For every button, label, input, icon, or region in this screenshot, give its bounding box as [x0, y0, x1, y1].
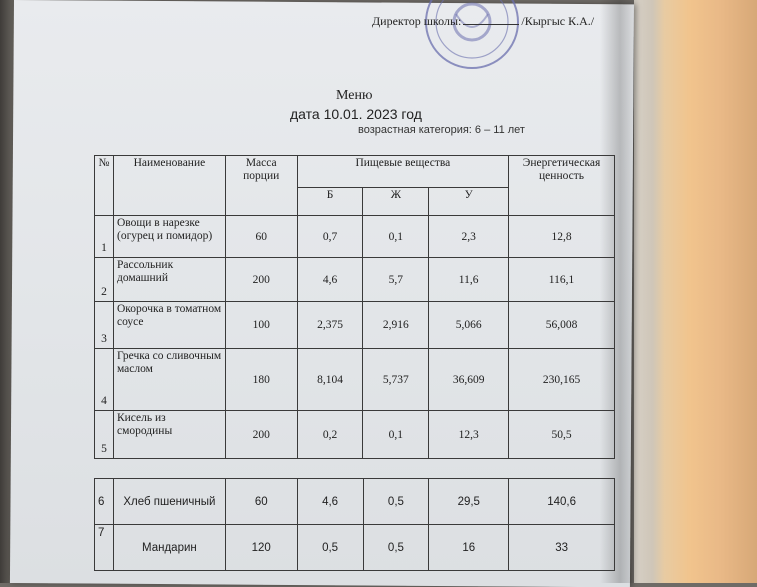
row-name: Кисель из смородины: [113, 411, 225, 459]
menu-date: дата 10.01. 2023 год: [290, 106, 422, 122]
col-nutrients-header: Пищевые вещества: [297, 156, 508, 188]
table-row: [95, 479, 615, 525]
school-seal-stamp: [416, 0, 528, 70]
row-energy: 230,165: [509, 349, 615, 411]
row-num: 1: [95, 216, 114, 258]
row-num: 4: [95, 349, 114, 411]
table-row: [95, 411, 615, 459]
col-name-header: Наименование: [113, 156, 225, 216]
table-row: [95, 349, 615, 411]
row-energy: 33: [509, 525, 615, 571]
col-energy-header: Энергетическая ценность: [509, 156, 615, 216]
row-energy: 50,5: [509, 411, 615, 459]
row-name: Хлеб пшеничный: [113, 479, 225, 525]
table-row: [95, 216, 615, 258]
row-zh: 0,1: [363, 216, 429, 258]
age-category: возрастная категория: 6 – 11 лет: [358, 124, 525, 136]
row-mass: 200: [225, 411, 297, 459]
row-zh: 0,5: [363, 479, 429, 525]
row-u: 36,609: [429, 349, 509, 411]
row-mass: 180: [225, 349, 297, 411]
row-name: Окорочка в томатном соусе: [113, 302, 225, 349]
row-name: Овощи в нарезке (огурец и помидор): [113, 216, 225, 258]
row-b: 0,2: [297, 411, 363, 459]
table-row: [95, 525, 615, 571]
row-u: 11,6: [429, 258, 509, 302]
row-mass: 200: [225, 258, 297, 302]
table-row: [95, 258, 615, 302]
row-u: 5,066: [429, 302, 509, 349]
row-name: Мандарин: [113, 525, 225, 571]
row-energy: 140,6: [509, 479, 615, 525]
table-row: [95, 302, 615, 349]
orange-folder: [634, 0, 757, 583]
row-zh: 2,916: [363, 302, 429, 349]
row-mass: 100: [225, 302, 297, 349]
row-mass: 60: [225, 479, 297, 525]
menu-table-continued: [94, 478, 615, 571]
row-zh: 0,1: [363, 411, 429, 459]
col-zh-header: Ж: [363, 188, 429, 216]
row-b: 4,6: [297, 258, 363, 302]
director-name: /Кыргыс К.А./: [521, 14, 595, 28]
row-b: 0,5: [297, 525, 363, 571]
col-mass-header: Масса порции: [225, 156, 297, 216]
row-u: 2,3: [429, 216, 509, 258]
row-zh: 0,5: [363, 525, 429, 571]
row-zh: 5,7: [363, 258, 429, 302]
row-mass: 120: [225, 525, 297, 571]
row-b: 2,375: [297, 302, 363, 349]
row-energy: 116,1: [509, 258, 615, 302]
row-b: 8,104: [297, 349, 363, 411]
row-zh: 5,737: [363, 349, 429, 411]
menu-table: [94, 155, 615, 459]
col-b-header: Б: [297, 188, 363, 216]
row-energy: 12,8: [509, 216, 615, 258]
director-signature-line: [372, 14, 594, 29]
director-label: Директор школы:: [372, 14, 462, 28]
col-u-header: У: [429, 188, 509, 216]
row-b: 0,7: [297, 216, 363, 258]
row-name: Гречка со сливочным маслом: [113, 349, 225, 411]
row-u: 12,3: [429, 411, 509, 459]
row-energy: 56,008: [509, 302, 615, 349]
row-u: 16: [429, 525, 509, 571]
row-num: 3: [95, 302, 114, 349]
row-num: 2: [95, 258, 114, 302]
row-name: Рассольник домашний: [113, 258, 225, 302]
page-title: Меню: [336, 88, 373, 103]
row-num: 7: [95, 525, 114, 571]
col-num-header: №: [95, 156, 114, 216]
row-mass: 60: [225, 216, 297, 258]
signature-blank: [463, 24, 519, 25]
row-num: 5: [95, 411, 114, 459]
row-b: 4,6: [297, 479, 363, 525]
row-num: 6: [95, 479, 114, 525]
row-u: 29,5: [429, 479, 509, 525]
